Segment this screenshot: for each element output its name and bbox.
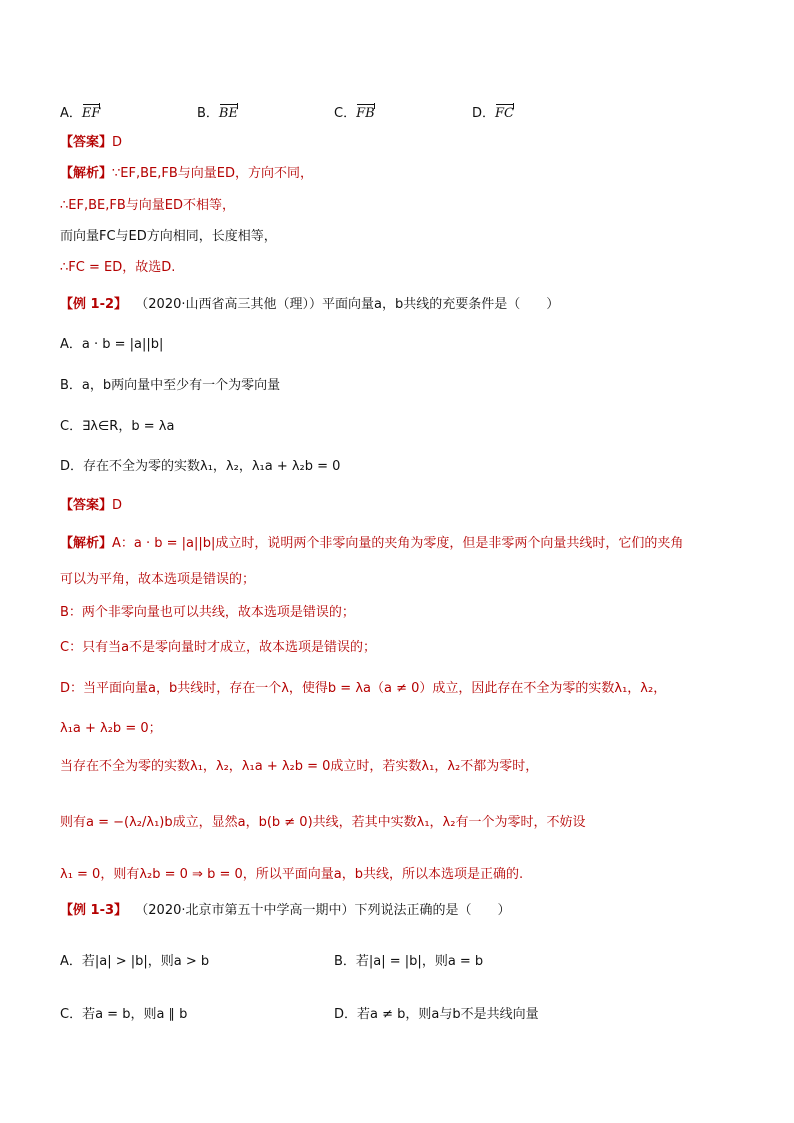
option-letter: B．	[197, 106, 219, 121]
analysis-line	[60, 535, 754, 553]
choice-c: C．若a = b，则a ∥ b	[60, 1007, 188, 1022]
analysis-line: λ₁ = 0，则有λ₂b = 0 ⇒ b = 0，所以平面向量a，b共线，所以本选项是正确的.	[60, 867, 524, 882]
analysis-line: 而向量FC与ED方向相同，长度相等，	[60, 229, 277, 244]
answer-value: D	[112, 135, 123, 150]
answer-value: D	[112, 498, 123, 513]
answer-line	[60, 134, 754, 152]
choice-d: D．若a ≠ b，则a与b不是共线向量	[334, 1007, 539, 1022]
example-header	[60, 902, 754, 920]
analysis-line: ∴FC = ED，故选D.	[60, 260, 176, 275]
analysis-line: 当存在不全为零的实数λ₁，λ₂，λ₁a + λ₂b = 0成立时，若实数λ₁，λ₂不都为零时，	[60, 759, 539, 774]
option-letter: A．	[60, 106, 82, 121]
vector-ef: EF	[82, 103, 101, 121]
choice-a: A．若|a| > |b|，则a > b	[60, 954, 210, 969]
analysis-line: C：只有当a不是零向量时才成立，故本选项是错误的；	[60, 640, 377, 655]
option-letter: C．	[334, 106, 357, 121]
analysis-line: 可以为平角，故本选项是错误的；	[60, 572, 256, 587]
choice-b: B．a，b两向量中至少有一个为零向量	[60, 378, 281, 393]
option-c	[334, 102, 375, 121]
analysis-line: D：当平面向量a，b共线时，存在一个λ，使得b = λa（a ≠ 0）成立，因此存在不全为零的实数λ₁，λ₂，	[60, 681, 667, 696]
analysis-line: λ₁a + λ₂b = 0；	[60, 721, 162, 736]
analysis-text: A：a · b = |a||b|成立时，说明两个非零向量的夹角为零度，但是非零两个向量共线时，它们的夹角	[112, 536, 684, 551]
analysis-text: ∵EF,BE,FB与向量ED，方向不同，	[112, 166, 313, 181]
example-tag: 【例 1-2】	[60, 297, 128, 312]
option-a	[60, 102, 100, 121]
example-header	[60, 296, 754, 314]
example-question: （2020·山西省高三其他（理））平面向量a，b共线的充要条件是（ ）	[135, 297, 560, 312]
choice-a: A．a · b = |a||b|	[60, 337, 164, 352]
vector-fc: FC	[495, 103, 514, 121]
analysis-label: 【解析】	[60, 166, 113, 181]
answer-line	[60, 497, 754, 515]
vector-be: BE	[219, 103, 238, 121]
choice-c: C．∃λ∈R，b = λa	[60, 419, 175, 434]
analysis-line: B：两个非零向量也可以共线，故本选项是错误的；	[60, 605, 355, 620]
choice-d: D．存在不全为零的实数λ₁，λ₂，λ₁a + λ₂b = 0	[60, 459, 341, 474]
choice-b: B．若|a| = |b|，则a = b	[334, 954, 484, 969]
option-letter: D．	[472, 106, 496, 121]
analysis-line: ∴EF,BE,FB与向量ED不相等，	[60, 198, 235, 213]
vector-fb: FB	[356, 103, 375, 121]
option-b	[197, 102, 238, 121]
example-tag: 【例 1-3】	[60, 903, 128, 918]
analysis-line: 则有a = −(λ₂/λ₁)b成立，显然a，b(b ≠ 0)共线，若其中实数λ₁，λ₂有一个为零时，不妨设	[60, 815, 586, 830]
analysis-label: 【解析】	[60, 536, 113, 551]
option-d	[472, 102, 514, 121]
example-question: （2020·北京市第五十中学高一期中）下列说法正确的是（ ）	[135, 903, 511, 918]
answer-label: 【答案】	[60, 135, 113, 150]
answer-label: 【答案】	[60, 498, 113, 513]
analysis-line	[60, 165, 754, 183]
